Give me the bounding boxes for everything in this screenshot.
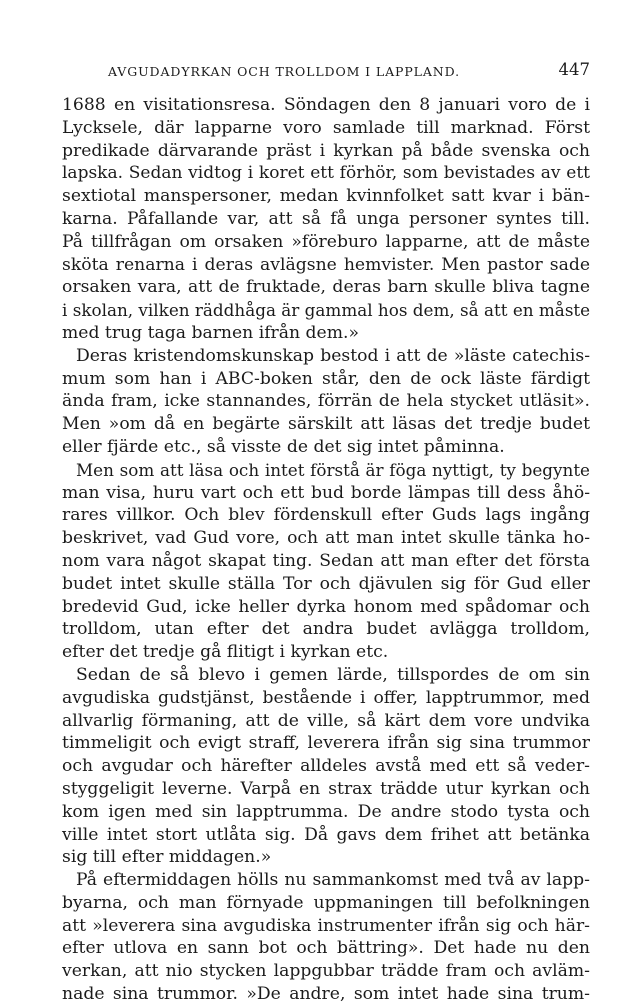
text-line: bredevid Gud, icke heller dyrka honom med spådomar och [62, 596, 590, 617]
text-line: avgudiska gudstjänst, bestående i offer, lapptrummor, med [62, 687, 590, 708]
page-number: 447 [558, 60, 590, 79]
text-line: ville intet stort utlåta sig. Då gavs dem frihet att betänka [62, 824, 590, 845]
text-line: allvarlig förmaning, att de ville, så kärt dem vore undvika [62, 710, 590, 731]
text-line: Men »om då en begärte särskilt att läsas det tredje budet [62, 414, 590, 435]
running-header [62, 60, 590, 86]
text-line: kom igen med sin lapptrumma. De andre stodo tysta och [62, 801, 590, 822]
text-line: lapska. Sedan vidtog i koret ett förhör, som bevistades av ett [62, 163, 590, 184]
text-line: man visa, huru vart och ett bud borde lämpas till dess åhö- [62, 482, 590, 503]
text-line: Sedan de så blevo i gemen lärde, tillspordes de om sin [76, 664, 590, 685]
text-line: På eftermiddagen hölls nu sammankomst med två av lapp- [76, 870, 590, 891]
text-line: sextiotal manspersoner, medan kvinnfolket satt kvar i bän- [62, 186, 590, 207]
text-line: timmeligit och evigt straff, leverera ifrån sig sina trummor [62, 733, 590, 754]
text-line: Men som att läsa och intet förstå är föga nyttigt, ty begynte [76, 459, 590, 480]
text-line: i skolan, vilken räddhåga är gammal hos dem, så att en måste [62, 300, 591, 321]
text-line: mum som han i ABC-boken står, den de ock läste färdigt [62, 368, 590, 389]
text-line: trolldom, utan efter det andra budet avlägga trolldom, [62, 619, 590, 640]
text-line: På tillfrågan om orsaken »föreburo lapparne, att de måste [62, 231, 590, 252]
text-line: rares villkor. Och blev fördenskull efter Guds lags ingång [62, 505, 590, 526]
running-title: AVGUDADYRKAN OCH TROLLDOM I LAPPLAND. [108, 64, 460, 79]
text-line: verkan, att nio stycken lappgubbar trädde fram och avläm- [62, 961, 590, 982]
body-text [62, 94, 590, 1006]
text-line: sig till efter middagen.» [62, 847, 272, 868]
text-line: Lycksele, där lapparne voro samlade till marknad. Först [62, 117, 590, 138]
text-line: eller fjärde etc., så visste de det sig intet påminna. [62, 436, 505, 457]
text-line: Deras kristendomskunskap bestod i att de »läste catechis- [76, 345, 590, 366]
text-line: ända fram, icke stannandes, förrän de hela stycket utläsit». [62, 391, 590, 412]
text-line: budet intet skulle ställa Tor och djävulen sig för Gud eller [62, 573, 590, 594]
text-line: nom vara något skapat ting. Sedan att man efter det första [62, 550, 590, 571]
text-line: och avgudar och härefter alldeles avstå med ett så veder- [62, 756, 590, 777]
text-line: karna. Påfallande var, att så få unga personer syntes till. [62, 208, 590, 229]
text-line: efter utlova en sann bot och bättring». Det hade nu den [62, 938, 590, 959]
text-line: 1688 en visitationsresa. Söndagen den 8 januari voro de i [62, 95, 590, 115]
text-line: orsaken vara, att de fruktade, deras barn skulle bliva tagne [62, 277, 590, 298]
text-line: att »leverera sina avgudiska instrumenter ifrån sig och här- [62, 915, 590, 936]
text-line: byarna, och man förnyade uppmaningen till befolkningen [62, 892, 590, 913]
text-line: nade sina trummor. »De andre, som intet hade sina trum- [62, 984, 590, 1005]
text-line: styggeligit leverne. Varpå en strax trädde utur kyrkan och [62, 778, 590, 799]
text-line: sköta renarna i deras avlägsne hemvister. Men pastor sade [62, 254, 590, 275]
text-line: med trug taga barnen ifrån dem.» [62, 322, 360, 343]
text-line: beskrivet, vad Gud vore, och att man intet skulle tänka ho- [62, 528, 590, 549]
text-line: efter det tredje gå flitigt i kyrkan etc. [62, 642, 389, 663]
text-line: predikade därvarande präst i kyrkan på både svenska och [62, 140, 590, 161]
